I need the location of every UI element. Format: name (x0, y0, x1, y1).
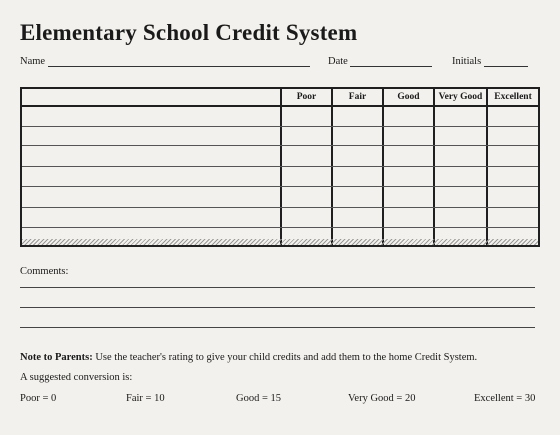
table-row (22, 126, 538, 127)
rating-table (20, 87, 540, 247)
name-field (20, 56, 310, 67)
conversion-poor: Poor = 0 (20, 393, 57, 404)
page-title: Elementary School Credit System (20, 20, 358, 45)
col-header-very-good: Very Good (438, 92, 483, 102)
col-header-good: Good (397, 92, 420, 102)
table-row (22, 227, 538, 228)
comment-line[interactable] (20, 287, 535, 288)
date-input-line[interactable] (350, 57, 432, 67)
table-row (22, 207, 538, 208)
conversion-excellent: Excellent = 30 (474, 393, 536, 404)
comment-line[interactable] (20, 307, 535, 308)
comments-label: Comments: (20, 266, 69, 277)
note-text: Use the teacher's rating to give your child credits and add them to the home Credit System. (92, 352, 478, 363)
table-row (22, 186, 538, 187)
table-col-divider (433, 89, 435, 245)
note-label: Note to Parents: (20, 352, 93, 363)
conversion-fair: Fair = 10 (126, 393, 165, 404)
table-col-divider (486, 89, 488, 245)
col-header-fair: Fair (348, 92, 367, 102)
date-field (328, 56, 432, 67)
col-header-poor: Poor (296, 92, 317, 102)
initials-label: Initials (452, 56, 482, 67)
note-to-parents (20, 352, 477, 363)
table-row (22, 105, 538, 107)
suggested-conversion-label: A suggested conversion is: (20, 372, 133, 383)
comment-line[interactable] (20, 327, 535, 328)
initials-input-line[interactable] (484, 57, 528, 67)
name-label: Name (20, 56, 46, 67)
table-col-divider (280, 89, 282, 245)
conversion-good: Good = 15 (236, 393, 282, 404)
table-col-divider (382, 89, 384, 245)
col-header-excellent: Excellent (494, 92, 532, 102)
table-col-divider (331, 89, 333, 245)
initials-field (452, 56, 528, 67)
form-fields (20, 56, 540, 70)
conversion-very-good: Very Good = 20 (348, 393, 416, 404)
date-label: Date (328, 56, 348, 67)
name-input-line[interactable] (48, 57, 310, 67)
table-row (22, 145, 538, 146)
table-bottom-shade (22, 239, 538, 245)
table-row (22, 166, 538, 167)
